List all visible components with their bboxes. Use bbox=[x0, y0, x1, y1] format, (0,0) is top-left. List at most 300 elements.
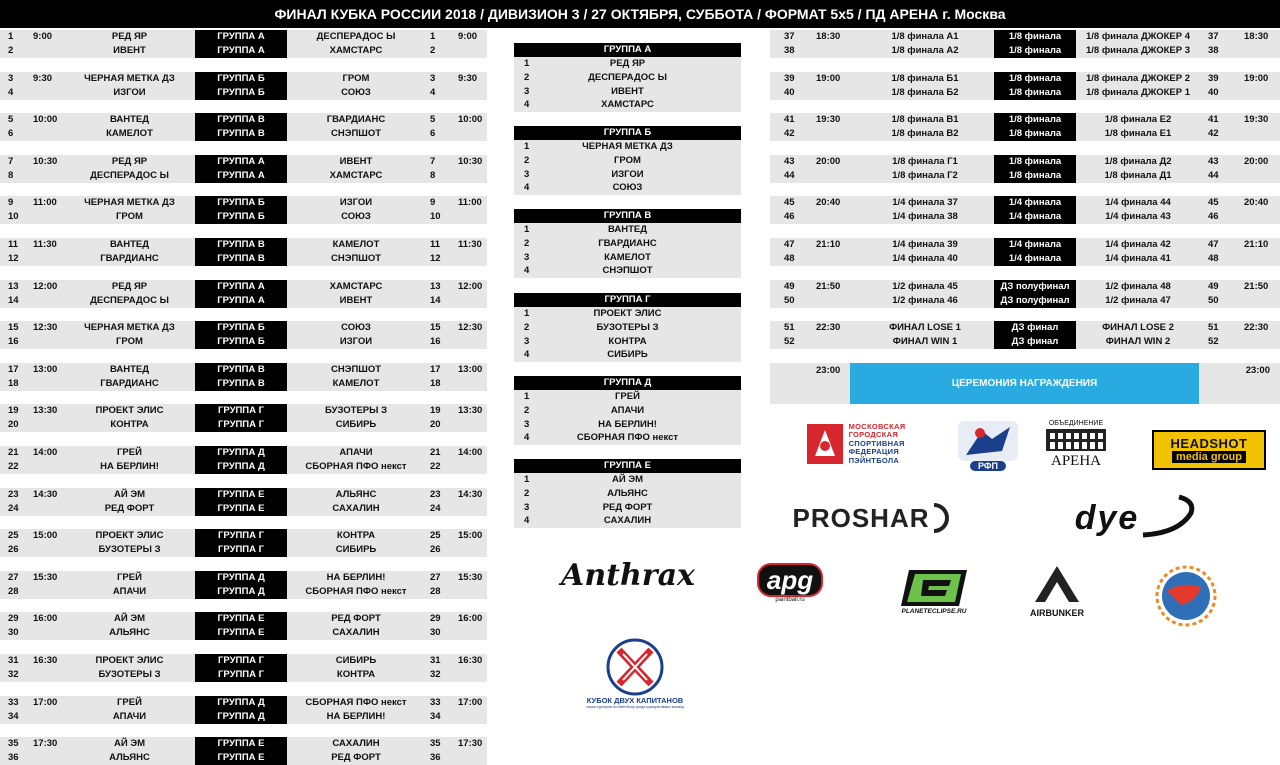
match-number: 42 bbox=[784, 128, 795, 140]
match-number: 36 bbox=[8, 752, 19, 764]
team-left: ПРОЕКТ ЭЛИС bbox=[95, 655, 164, 666]
group-label: ГРУППА А bbox=[195, 30, 287, 44]
slot-right: 1/4 финала 44 bbox=[1105, 197, 1171, 209]
team-left: КАМЕЛОТ bbox=[106, 128, 153, 140]
match-number: 19 bbox=[8, 405, 19, 417]
match-time-right: 9:00 bbox=[458, 31, 478, 42]
stage-label: 1/8 финала bbox=[994, 72, 1076, 86]
match-number-right: 52 bbox=[1208, 336, 1219, 348]
group-team-name: СНЭПШОТ bbox=[602, 265, 653, 277]
slot-right: 1/8 финала ДЖОКЕР 2 bbox=[1086, 72, 1190, 84]
group-team-position: 4 bbox=[524, 182, 530, 194]
match-time-right: 10:00 bbox=[458, 114, 483, 126]
schedule-row bbox=[0, 737, 487, 751]
match-number-right: 25 bbox=[430, 530, 441, 542]
schedule-row bbox=[0, 446, 487, 460]
playoff-row bbox=[770, 86, 1280, 100]
team-left: АПАЧИ bbox=[112, 710, 147, 722]
team-right: ИВЕНТ bbox=[339, 294, 373, 306]
group-label: ГРУППА Д bbox=[195, 446, 287, 460]
group-team-name: ИВЕНТ bbox=[611, 85, 644, 97]
mfsp-text-1: МОСКОВСКАЯ bbox=[848, 421, 906, 431]
group-team-position: 3 bbox=[524, 335, 530, 347]
match-number: 47 bbox=[784, 239, 795, 250]
match-number-right: 45 bbox=[1208, 197, 1219, 209]
team-right: ИВЕНТ bbox=[339, 155, 373, 167]
schedule-row bbox=[0, 169, 487, 183]
group-label: ГРУППА А bbox=[195, 44, 287, 58]
team-right: СБОРНАЯ ПФО некст bbox=[305, 696, 407, 708]
schedule-row bbox=[0, 335, 487, 349]
team-left: ДЕСПЕРАДОС Ы bbox=[90, 169, 169, 181]
kdk-shield-icon bbox=[601, 638, 669, 696]
team-right: СИБИРЬ bbox=[335, 655, 377, 666]
group-team-position: 4 bbox=[524, 432, 530, 444]
group-team-position: 1 bbox=[524, 141, 530, 152]
stage-label: 1/8 финала bbox=[994, 113, 1076, 127]
match-number: 51 bbox=[784, 322, 795, 334]
match-number-right: 46 bbox=[1208, 211, 1219, 223]
ceremony-label: ЦЕРЕМОНИЯ НАГРАЖДЕНИЯ bbox=[850, 363, 1199, 404]
headshot-text: HEADSHOT bbox=[1170, 436, 1248, 451]
match-number-right: 19 bbox=[430, 405, 441, 417]
match-number-right: 33 bbox=[430, 696, 441, 708]
match-number-right: 7 bbox=[430, 155, 436, 167]
match-number-right: 34 bbox=[430, 710, 441, 722]
group-team-position: 1 bbox=[524, 58, 530, 69]
group-team-name: ЧЕРНАЯ МЕТКА ДЗ bbox=[582, 141, 673, 152]
team-left: РЕД ЯР bbox=[111, 280, 148, 292]
match-time: 14:00 bbox=[33, 447, 58, 458]
match-time: 18:30 bbox=[816, 31, 841, 42]
team-right: СБОРНАЯ ПФО некст bbox=[305, 461, 407, 472]
match-number: 45 bbox=[784, 197, 795, 209]
match-time-right: 15:00 bbox=[458, 530, 483, 542]
slot-right: 1/8 финала Е1 bbox=[1104, 128, 1172, 140]
schedule-row bbox=[0, 612, 487, 626]
team-right: РЕД ФОРТ bbox=[331, 752, 381, 764]
match-number: 5 bbox=[8, 114, 14, 126]
team-left: ГРЕЙ bbox=[117, 571, 142, 583]
paintball-globe-icon bbox=[1151, 565, 1221, 627]
playoff-row bbox=[770, 335, 1280, 349]
match-time-right: 13:30 bbox=[458, 405, 483, 417]
match-number: 7 bbox=[8, 155, 14, 167]
mfsp-text-3: СПОРТИВНАЯ bbox=[848, 438, 905, 448]
match-number-right: 17 bbox=[430, 363, 441, 375]
team-right: СОЮЗ bbox=[341, 322, 371, 334]
match-time-right: 12:30 bbox=[458, 322, 483, 334]
match-number-right: 18 bbox=[430, 377, 441, 389]
match-number: 1 bbox=[8, 31, 14, 42]
playoff-match-block bbox=[770, 238, 1280, 266]
team-left: ПРОЕКТ ЭЛИС bbox=[95, 405, 164, 417]
slot-right: 1/2 финала 47 bbox=[1105, 294, 1171, 306]
group-team-name: АЙ ЭМ bbox=[611, 474, 643, 485]
group-team-row bbox=[514, 57, 741, 71]
team-right: САХАЛИН bbox=[332, 627, 380, 639]
schedule-row bbox=[0, 294, 487, 308]
group-label: ГРУППА Е bbox=[195, 737, 287, 751]
schedule-row bbox=[0, 280, 487, 294]
group-table-header: ГРУППА А bbox=[514, 43, 741, 57]
match-time-right: 16:00 bbox=[458, 613, 483, 625]
match-number: 28 bbox=[8, 585, 19, 597]
match-block bbox=[0, 280, 487, 308]
colosseum-icon bbox=[1044, 427, 1108, 453]
match-number: 37 bbox=[784, 31, 795, 42]
group-label: ГРУППА Д bbox=[195, 571, 287, 585]
match-time-right: 15:30 bbox=[458, 571, 483, 583]
stage-label: 1/8 финала bbox=[994, 155, 1076, 169]
match-time: 12:30 bbox=[33, 322, 58, 334]
schedule-row bbox=[0, 44, 487, 58]
match-number: 9 bbox=[8, 197, 14, 209]
team-right: НА БЕРЛИН! bbox=[326, 710, 386, 722]
group-label: ГРУППА Г bbox=[195, 543, 287, 557]
group-team-name: СИБИРЬ bbox=[607, 349, 648, 361]
stage-label: 1/8 финала bbox=[994, 30, 1076, 44]
group-label: ГРУППА А bbox=[195, 294, 287, 308]
slot-left: 1/8 финала В2 bbox=[891, 128, 959, 140]
group-team-name: СБОРНАЯ ПФО некст bbox=[576, 432, 679, 444]
group-team-position: 3 bbox=[524, 501, 530, 513]
playoff-row bbox=[770, 210, 1280, 224]
match-number-right: 39 bbox=[1208, 72, 1219, 84]
slot-left: 1/2 финала 46 bbox=[892, 294, 958, 306]
slot-left: ФИНАЛ WIN 1 bbox=[892, 336, 958, 348]
playoff-match-block bbox=[770, 321, 1280, 349]
group-label: ГРУППА А bbox=[195, 155, 287, 169]
match-time: 19:00 bbox=[816, 72, 841, 84]
slot-left: ФИНАЛ LOSE 1 bbox=[889, 322, 961, 334]
group-label: ГРУППА Б bbox=[195, 196, 287, 210]
group-label: ГРУППА Б bbox=[195, 210, 287, 224]
team-right: БУЗОТЕРЫ З bbox=[324, 405, 388, 417]
group-label: ГРУППА Д bbox=[195, 696, 287, 710]
airbunker-mark-icon bbox=[1031, 562, 1083, 608]
match-block bbox=[0, 30, 487, 58]
schedule-row bbox=[0, 377, 487, 391]
slot-left: 1/4 финала 40 bbox=[892, 253, 958, 264]
team-left: ЧЕРНАЯ МЕТКА ДЗ bbox=[84, 322, 175, 334]
match-number-right: 37 bbox=[1208, 31, 1219, 42]
group-label: ГРУППА В bbox=[195, 252, 287, 266]
schedule-row bbox=[0, 363, 487, 377]
group-team-position: 1 bbox=[524, 474, 530, 485]
team-left: АЛЬЯНС bbox=[109, 627, 150, 639]
group-team-position: 4 bbox=[524, 515, 530, 527]
rfp-logo bbox=[956, 418, 1020, 474]
match-number-right: 13 bbox=[430, 280, 441, 292]
team-right: ХАМСТАРС bbox=[329, 280, 383, 292]
group-team-position: 2 bbox=[524, 71, 530, 83]
group-team-name: ИЗГОИ bbox=[611, 168, 644, 180]
anthrax-logo bbox=[556, 546, 700, 604]
group-table bbox=[514, 293, 741, 362]
match-number: 34 bbox=[8, 710, 19, 722]
group-team-row bbox=[514, 237, 741, 251]
schedule-row bbox=[0, 30, 487, 44]
team-left: ГВАРДИАНС bbox=[100, 377, 159, 389]
match-number-right: 12 bbox=[430, 253, 441, 264]
group-team-name: БУЗОТЕРЫ З bbox=[596, 321, 659, 333]
schedule-row bbox=[0, 488, 487, 502]
group-team-row bbox=[514, 85, 741, 99]
airbunker-logo bbox=[1026, 556, 1088, 624]
playoff-match-block bbox=[770, 155, 1280, 183]
group-team-name: КАМЕЛОТ bbox=[604, 251, 651, 263]
match-time-right: 19:30 bbox=[1244, 114, 1269, 126]
award-ceremony-row bbox=[770, 363, 1280, 404]
match-number-right: 2 bbox=[430, 45, 436, 56]
match-time-right: 14:30 bbox=[458, 488, 483, 500]
schedule-row bbox=[0, 460, 487, 474]
group-team-row bbox=[514, 390, 741, 404]
team-left: КОНТРА bbox=[110, 419, 149, 431]
stage-label: 1/8 финала bbox=[994, 44, 1076, 58]
match-time: 10:00 bbox=[33, 114, 58, 126]
match-number-right: 35 bbox=[430, 738, 441, 750]
group-label: ГРУППА Б bbox=[195, 72, 287, 86]
match-time: 9:00 bbox=[33, 31, 53, 42]
team-left: РЕД ФОРТ bbox=[104, 502, 155, 514]
playoff-row bbox=[770, 155, 1280, 169]
match-number: 13 bbox=[8, 280, 19, 292]
match-number: 29 bbox=[8, 613, 19, 625]
group-label: ГРУППА В bbox=[195, 127, 287, 141]
playoff-row bbox=[770, 113, 1280, 127]
group-team-position: 3 bbox=[524, 85, 530, 97]
schedule-row bbox=[0, 654, 487, 668]
playoff-match-block bbox=[770, 113, 1280, 141]
match-number: 46 bbox=[784, 211, 795, 223]
group-team-name: РЕД ФОРТ bbox=[602, 501, 653, 513]
match-time-right: 17:30 bbox=[458, 738, 483, 750]
match-time: 11:00 bbox=[33, 197, 57, 209]
team-left: ГРОМ bbox=[116, 211, 143, 223]
match-number-right: 36 bbox=[430, 752, 441, 764]
match-number: 10 bbox=[8, 211, 19, 223]
match-number: 18 bbox=[8, 377, 19, 389]
match-number: 16 bbox=[8, 336, 19, 348]
team-right: ДЕСПЕРАДОС Ы bbox=[316, 31, 396, 42]
match-time-right: 14:00 bbox=[458, 447, 483, 458]
match-number-right: 50 bbox=[1208, 294, 1219, 306]
group-team-row bbox=[514, 404, 741, 418]
group-team-row bbox=[514, 335, 741, 349]
match-number: 3 bbox=[8, 72, 14, 84]
slot-left: 1/4 финала 37 bbox=[892, 197, 958, 209]
group-team-name: ВАНТЕД bbox=[607, 224, 648, 235]
match-number-right: 31 bbox=[430, 655, 441, 666]
slot-left: 1/8 финала Г1 bbox=[892, 155, 958, 167]
group-table-header: ГРУППА Б bbox=[514, 126, 741, 140]
match-time-right: 19:00 bbox=[1244, 72, 1269, 84]
proshar-text: PROSHAR bbox=[792, 502, 930, 533]
group-team-position: 2 bbox=[524, 154, 530, 166]
rfp-text: РФП bbox=[970, 461, 1006, 471]
schedule-row bbox=[0, 113, 487, 127]
match-block bbox=[0, 571, 487, 599]
match-number: 14 bbox=[8, 294, 19, 306]
team-left: АПАЧИ bbox=[112, 585, 147, 597]
match-number-right: 24 bbox=[430, 502, 441, 514]
mfsp-text-4: ФЕДЕРАЦИЯ bbox=[848, 447, 900, 457]
group-team-name: АПАЧИ bbox=[610, 404, 645, 416]
group-label: ГРУППА Б bbox=[195, 335, 287, 349]
group-team-position: 1 bbox=[524, 224, 530, 235]
match-number-right: 30 bbox=[430, 627, 441, 639]
group-label: ГРУППА Г bbox=[195, 668, 287, 682]
match-number-right: 41 bbox=[1208, 114, 1219, 126]
group-team-row bbox=[514, 251, 741, 265]
team-right: САХАЛИН bbox=[332, 738, 380, 750]
team-right: ХАМСТАРС bbox=[329, 45, 383, 56]
team-left: ВАНТЕД bbox=[109, 114, 150, 126]
team-right: КОНТРА bbox=[336, 669, 376, 680]
match-time-right: 17:00 bbox=[458, 696, 483, 708]
group-table-header: ГРУППА Д bbox=[514, 376, 741, 390]
team-right: СНЭПШОТ bbox=[330, 363, 382, 375]
match-block bbox=[0, 113, 487, 141]
group-label: ГРУППА В bbox=[195, 377, 287, 391]
team-left: ПРОЕКТ ЭЛИС bbox=[95, 530, 164, 542]
group-label: ГРУППА Г bbox=[195, 654, 287, 668]
stage-label: 1/8 финала bbox=[994, 86, 1076, 100]
apg-text: apg bbox=[757, 563, 823, 597]
playoff-row bbox=[770, 44, 1280, 58]
match-number: 50 bbox=[784, 294, 795, 306]
match-number-right: 32 bbox=[430, 669, 441, 680]
match-block bbox=[0, 72, 487, 100]
slot-right: 1/8 финала ДЖОКЕР 4 bbox=[1086, 31, 1190, 42]
airbunker-text: AIRBUNKER bbox=[1030, 608, 1084, 618]
match-number-right: 38 bbox=[1208, 45, 1219, 56]
eclipse-e-icon bbox=[899, 568, 969, 608]
group-team-position: 2 bbox=[524, 321, 530, 333]
team-left: ГРЕЙ bbox=[117, 447, 142, 458]
playoff-row bbox=[770, 321, 1280, 335]
match-number-right: 29 bbox=[430, 613, 441, 625]
schedule-row bbox=[0, 751, 487, 765]
group-label: ГРУППА Б bbox=[195, 86, 287, 100]
match-time: 17:00 bbox=[33, 696, 58, 708]
match-number: 2 bbox=[8, 45, 14, 56]
group-team-row bbox=[514, 487, 741, 501]
schedule-row bbox=[0, 155, 487, 169]
group-label: ГРУППА А bbox=[195, 280, 287, 294]
match-number-right: 5 bbox=[430, 114, 436, 126]
match-time-right: 13:00 bbox=[458, 363, 483, 375]
match-number: 23 bbox=[8, 488, 19, 500]
group-team-name: РЕД ЯР bbox=[609, 58, 646, 69]
slot-left: 1/8 финала В1 bbox=[891, 114, 959, 126]
match-block bbox=[0, 238, 487, 266]
playoff-match-block bbox=[770, 196, 1280, 224]
match-number: 52 bbox=[784, 336, 795, 348]
group-team-name: ГРОМ bbox=[614, 154, 641, 166]
team-right: СБОРНАЯ ПФО некст bbox=[305, 585, 407, 597]
group-team-name: ХАМСТАРС bbox=[601, 99, 654, 111]
match-time: 16:00 bbox=[33, 613, 58, 625]
group-team-position: 4 bbox=[524, 99, 530, 111]
playoff-row bbox=[770, 252, 1280, 266]
playoff-row bbox=[770, 280, 1280, 294]
group-table bbox=[514, 459, 741, 528]
match-number: 25 bbox=[8, 530, 19, 542]
group-label: ГРУППА Е bbox=[195, 502, 287, 516]
slot-right: 1/4 финала 41 bbox=[1105, 253, 1171, 264]
proshar-arc-icon bbox=[930, 501, 954, 535]
group-team-position: 2 bbox=[524, 404, 530, 416]
team-right: ХАМСТАРС bbox=[329, 169, 383, 181]
team-left: ВАНТЕД bbox=[109, 239, 150, 250]
kdk-sub-text: серия турниров по пейнтболу среди корпоративных команд bbox=[586, 704, 684, 709]
proshar-logo bbox=[782, 496, 964, 540]
planet-eclipse-logo bbox=[896, 564, 972, 618]
match-number: 31 bbox=[8, 655, 19, 666]
schedule-row bbox=[0, 418, 487, 432]
group-team-name: КОНТРА bbox=[608, 335, 647, 347]
match-number: 38 bbox=[784, 45, 795, 56]
slot-right: 1/4 финала 43 bbox=[1105, 211, 1171, 223]
team-left: ГРЕЙ bbox=[117, 696, 142, 708]
match-number: 41 bbox=[784, 114, 795, 126]
match-number: 30 bbox=[8, 627, 19, 639]
group-label: ГРУППА В bbox=[195, 113, 287, 127]
schedule-row bbox=[0, 626, 487, 640]
group-label: ГРУППА Е bbox=[195, 488, 287, 502]
match-block bbox=[0, 321, 487, 349]
stage-label: 1/4 финала bbox=[994, 196, 1076, 210]
schedule-row bbox=[0, 238, 487, 252]
schedule-row bbox=[0, 585, 487, 599]
match-time: 15:00 bbox=[33, 530, 58, 542]
match-number-right: 8 bbox=[430, 169, 436, 181]
group-table-header: ГРУППА В bbox=[514, 209, 741, 223]
match-number-right: 47 bbox=[1208, 239, 1219, 250]
match-block bbox=[0, 155, 487, 183]
slot-right: 1/8 финала Д1 bbox=[1104, 169, 1172, 181]
team-left: АЙ ЭМ bbox=[113, 738, 145, 750]
stage-label: 1/8 финала bbox=[994, 169, 1076, 183]
group-team-position: 2 bbox=[524, 237, 530, 249]
group-label: ГРУППА Г bbox=[195, 404, 287, 418]
team-left: АЛЬЯНС bbox=[109, 752, 150, 764]
stage-label: 1/4 финала bbox=[994, 238, 1076, 252]
stage-label: ДЗ финал bbox=[994, 321, 1076, 335]
slot-right: 1/8 финала ДЖОКЕР 1 bbox=[1086, 86, 1190, 98]
stage-label: ДЗ полуфинал bbox=[994, 280, 1076, 294]
team-right: СИБИРЬ bbox=[335, 419, 377, 431]
paintball-russia-logo bbox=[1144, 560, 1228, 632]
schedule-row bbox=[0, 210, 487, 224]
team-left: АЙ ЭМ bbox=[113, 613, 145, 625]
match-time-right: 20:00 bbox=[1244, 155, 1269, 167]
group-table-header: ГРУППА Г bbox=[514, 293, 741, 307]
group-team-name: НА БЕРЛИН! bbox=[598, 418, 657, 430]
match-time: 16:30 bbox=[33, 655, 58, 666]
match-block bbox=[0, 488, 487, 516]
group-table bbox=[514, 126, 741, 195]
match-time: 21:50 bbox=[816, 280, 841, 292]
arena-top-text: ОБЪЕДИНЕНИЕ bbox=[1048, 420, 1104, 427]
match-time: 15:30 bbox=[33, 571, 58, 583]
match-number-right: 4 bbox=[430, 86, 436, 98]
match-number-right: 26 bbox=[430, 544, 441, 556]
apg-site-text: paintball.ru bbox=[775, 597, 805, 603]
